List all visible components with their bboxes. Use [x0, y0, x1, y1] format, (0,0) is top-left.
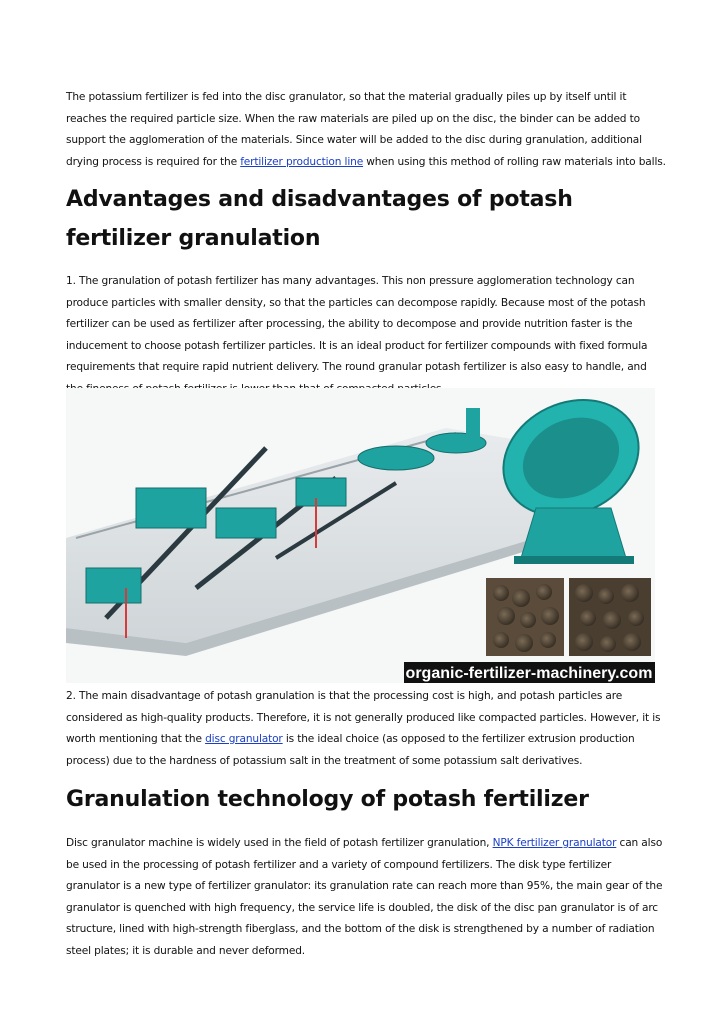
disadvantages-paragraph — [66, 686, 666, 772]
disadvantages-text: 2. The main disadvantage of potash granulation is that the processing cost is high, and potash particles are considered as high-quality products. Therefore, it is not generally produced like compacted particles. However, it is worth mentioning that the — [66, 690, 661, 745]
disadvantages-text-end: is the ideal choice (as opposed to the fertilizer extrusion production process) due to the hardness of potassium salt in the treatment of some potassium salt derivatives. — [66, 733, 635, 767]
intro-text: The potassium fertilizer is fed into the disc granulator, so that the material gradually piles up by itself until it reaches the required particle size. When the raw materials are piled up on the disc, the binder can be added to support the agglomeration of the materials. Since water will be added to the disc during granulation, additional drying process is required for the — [66, 91, 642, 168]
npk-fertilizer-granulator-link[interactable]: NPK fertilizer granulator — [492, 837, 617, 849]
intro-text-end: when using this method of rolling raw materials into balls. — [363, 155, 666, 168]
intro-paragraph — [66, 87, 666, 173]
pellet-sample-right — [569, 578, 651, 656]
watermark-text: organic-fertilizer-machinery.com — [405, 665, 653, 682]
technology-text: Disc granulator machine is widely used in the field of potash fertilizer granulation, — [66, 837, 493, 849]
granulation-technology-paragraph — [66, 833, 666, 962]
technology-text-end: can also be used in the processing of potash fertilizer and a variety of compound fertilizers. The disk type fertilizer granulator is a new type of fertilizer granulator: its granulation rate can reach more than 95%, the main gear of the granulator is quenched with high frequency, the service life is doubled, the disk of the disc pan granulator is of arc structure, lined with high-strength fiberglass, and the bottom of the disk is strengthened by a number of radiation steel plates; it is durable and never deformed. — [66, 837, 663, 957]
production-line-illustration — [66, 388, 655, 683]
section2-heading: Granulation technology of potash fertilizer — [66, 787, 589, 812]
advantages-paragraph: 1. The granulation of potash fertilizer has many advantages. This non pressure agglomeration technology can produce particles with smaller density, so that the particles can decompose rapidly. Because most of the potash fertilizer can be used as fertilizer after processing, the ability to decompose and provide nutrition faster is the inducement to choose potash fertilizer particles. It is an ideal product for fertilizer compounds with fixed formula requirements that require rapid nutrient delivery. The round granular potash fertilizer is also easy to handle, and — [66, 275, 648, 373]
packing-machine — [86, 568, 141, 603]
production-line-figure — [66, 388, 655, 683]
fertilizer-production-line-link[interactable]: fertilizer production line — [240, 155, 364, 168]
disc-granulator-link[interactable]: disc granulator — [205, 733, 283, 745]
crusher-machine — [136, 488, 206, 528]
pellet-sample-left — [486, 578, 564, 656]
section1-heading: Advantages and disadvantages of potash fertilizer granulation — [66, 187, 573, 251]
mixer-machine — [216, 508, 276, 538]
rotary-dryer — [358, 446, 434, 470]
